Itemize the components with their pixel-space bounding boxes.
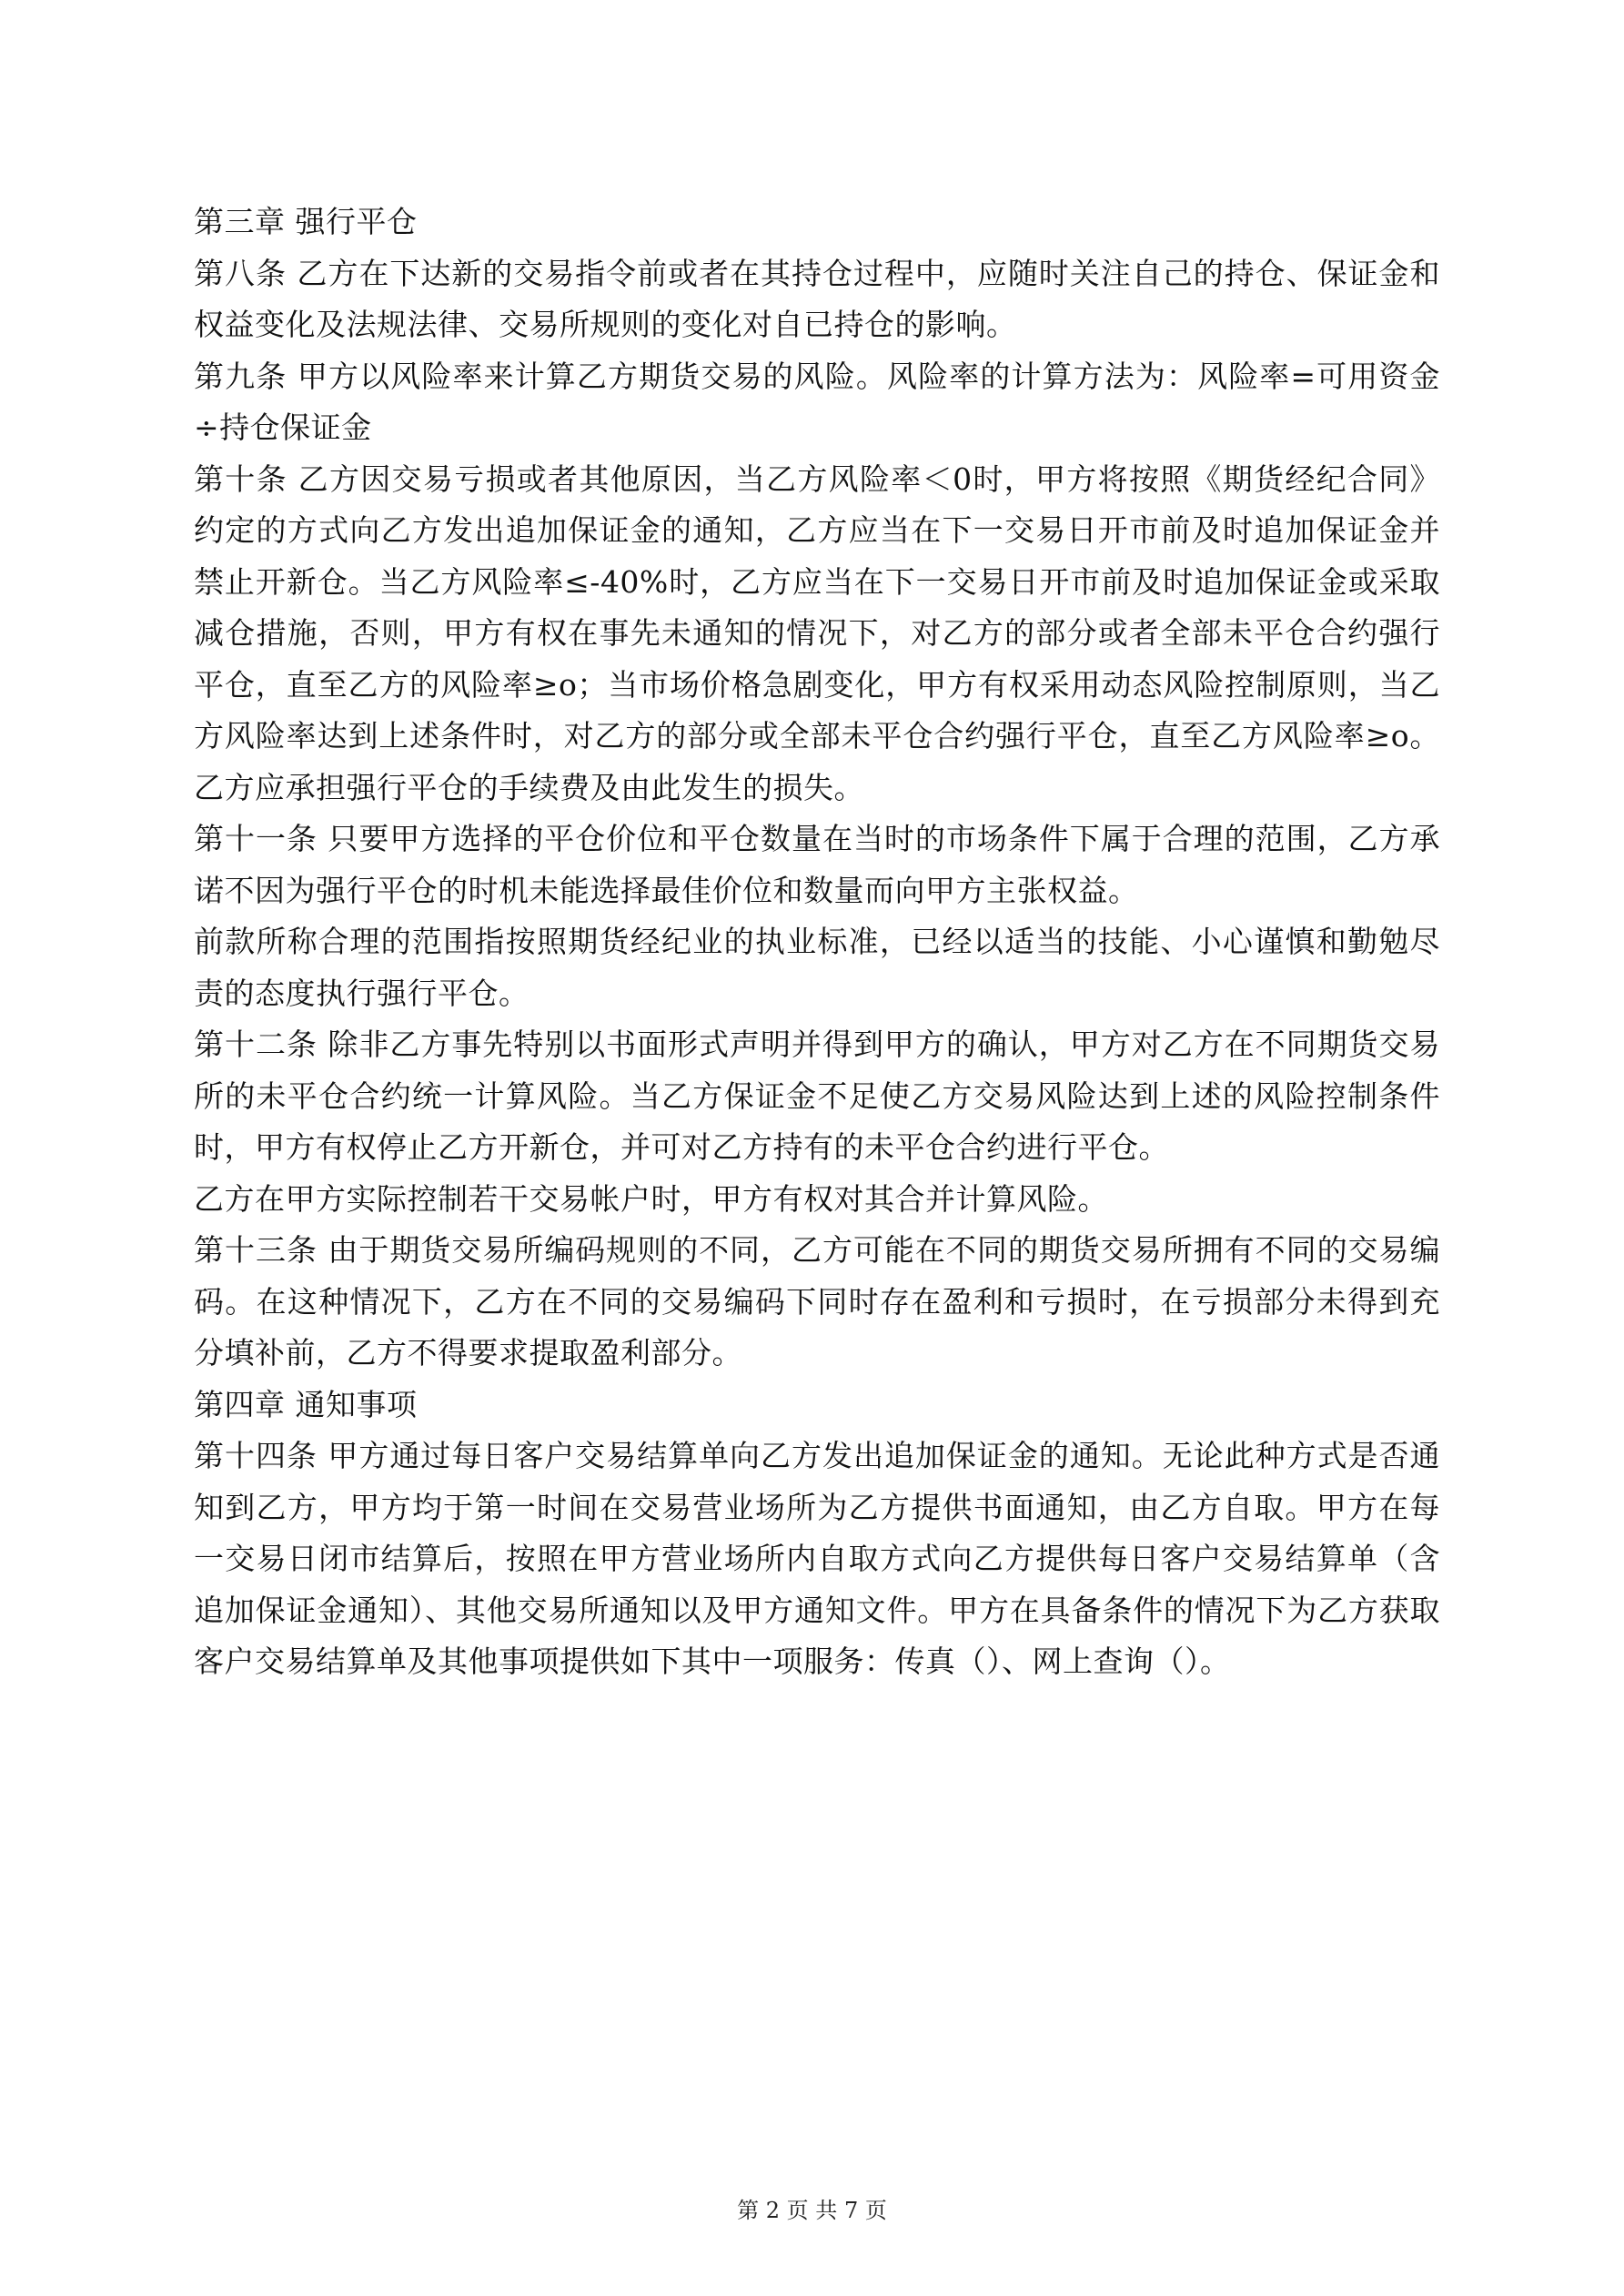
article-12: 第十二条 除非乙方事先特别以书面形式声明并得到甲方的确认，甲方对乙方在不同期货交易所的未平仓合约统一计算风险。当乙方保证金不足使乙方交易风险达到上述的风险控制条件时，甲方有权停止乙方开新仓，并可对乙方持有的未平仓合约进行平仓。 — [194, 1027, 1440, 1165]
chapter-4-heading: 第四章 通知事项 — [194, 1386, 418, 1422]
document-body — [194, 197, 1440, 1688]
article-10: 第十条 乙方因交易亏损或者其他原因，当乙方风险率＜0时，甲方将按照《期货经纪合同》约定的方式向乙方发出追加保证金的通知，乙方应当在下一交易日开市前及时追加保证金并禁止开新仓。当乙方风险率≤-40%时，乙方应当在下一交易日开市前及时追加保证金或采取减仓措施，否则，甲方有权在事先未通知的情况下，对乙方的部分或者全部未平仓合约强行平仓，直至乙方的风险率≥o；当市场价格急剧变化，甲方有权采用动态风险控制原则，当乙方风险率达到上述条件时，对乙方的部分或全部未平仓合约强行平仓，直至乙方风险率≥o。乙方应承担强行平仓的手续费及由此发生的损失。 — [194, 460, 1440, 805]
article-11-paragraph-2: 前款所称合理的范围指按照期货经纪业的执业标准，已经以适当的技能、小心谨慎和勤勉尽责的态度执行强行平仓。 — [194, 924, 1440, 1011]
article-14: 第十四条 甲方通过每日客户交易结算单向乙方发出追加保证金的通知。无论此种方式是否通知到乙方，甲方均于第一时间在交易营业场所为乙方提供书面通知，由乙方自取。甲方在每一交易日闭市结算后，按照在甲方营业场所内自取方式向乙方提供每日客户交易结算单（含追加保证金通知）、其他交易所通知以及甲方通知文件。甲方在具备条件的情况下为乙方获取客户交易结算单及其他事项提供如下其中一项服务：传真（）、网上查询（）。 — [194, 1438, 1440, 1679]
page-footer: 第 2 页 共 7 页 — [737, 2198, 887, 2223]
article-12-paragraph-2: 乙方在甲方实际控制若干交易帐户时，甲方有权对其合并计算风险。 — [194, 1180, 1108, 1217]
article-8: 第八条 乙方在下达新的交易指令前或者在其持仓过程中，应随时关注自己的持仓、保证金和权益变化及法规法律、交易所规则的变化对自已持仓的影响。 — [194, 255, 1440, 342]
article-11: 第十一条 只要甲方选择的平仓价位和平仓数量在当时的市场条件下属于合理的范围，乙方承诺不因为强行平仓的时机未能选择最佳价位和数量而向甲方主张权益。 — [194, 821, 1440, 908]
article-9: 第九条 甲方以风险率来计算乙方期货交易的风险。风险率的计算方法为：风险率=可用资金÷持仓保证金 — [194, 358, 1440, 445]
article-13: 第十三条 由于期货交易所编码规则的不同，乙方可能在不同的期货交易所拥有不同的交易编码。在这种情况下，乙方在不同的交易编码下同时存在盈利和亏损时，在亏损部分未得到充分填补前，乙方不得要求提取盈利部分。 — [194, 1232, 1440, 1371]
chapter-3-heading: 第三章 强行平仓 — [194, 204, 418, 239]
